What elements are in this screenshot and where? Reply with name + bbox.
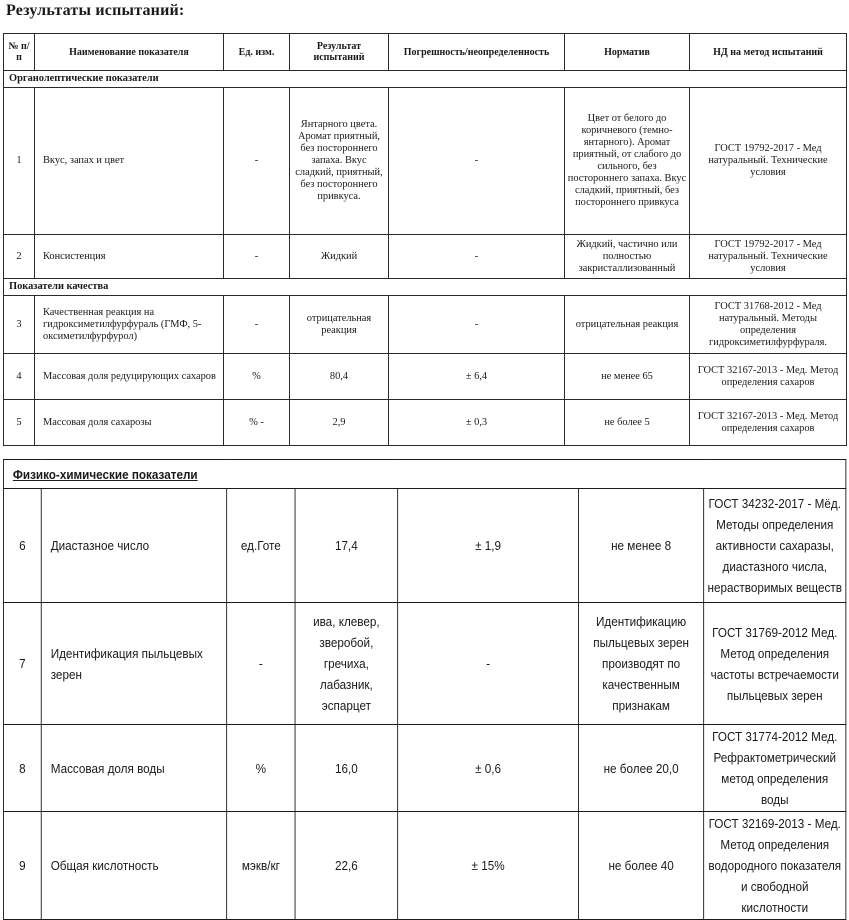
table-row [3, 603, 845, 725]
cell-name: Консистенция [35, 235, 224, 279]
cell-name: Общая кислотность [41, 812, 226, 920]
cell-norm: не более 40 [579, 812, 704, 920]
cell-method: ГОСТ 31769-2012 Мед. Метод определения частоты встречаемости пыльцевых зерен [704, 603, 846, 725]
table-row [4, 88, 847, 235]
section-row [4, 71, 847, 88]
cell-unit: % - [224, 400, 290, 446]
cell-error: ± 15% [398, 812, 579, 920]
cell-name: Массовая доля редуцирующих сахаров [35, 354, 224, 400]
cell-name: Вкус, запах и цвет [35, 88, 224, 235]
cell-name: Массовая доля воды [41, 725, 226, 812]
cell-error: ± 0,3 [389, 400, 565, 446]
cell-name: Массовая доля сахарозы [35, 400, 224, 446]
cell-result: 22,6 [295, 812, 398, 920]
section-organoleptic: Органолептические показатели [4, 71, 847, 88]
cell-num: 5 [4, 400, 35, 446]
cell-result: ива, клевер, зверобой, гречиха, лабазник, эспарцет [295, 603, 398, 725]
table-row [3, 812, 845, 920]
cell-error: - [389, 235, 565, 279]
cell-name: Идентификация пыльцевых зерен [41, 603, 226, 725]
cell-norm: Идентификацию пыльцевых зерен производят по качественным признакам [579, 603, 704, 725]
table-row [4, 296, 847, 354]
cell-method: ГОСТ 32169-2013 - Мед. Метод определения водородного показателя и свободной кислотности [704, 812, 846, 920]
table-row [4, 354, 847, 400]
cell-norm: отрицательная реакция [565, 296, 690, 354]
cell-result: Янтарного цвета. Аромат приятный, без постороннего запаха. Вкус сладкий, приятный, без постороннего привкуса. [290, 88, 389, 235]
section-row [3, 460, 845, 489]
section-physchem: Физико-химические показатели [3, 460, 845, 489]
cell-result: 80,4 [290, 354, 389, 400]
cell-num: 3 [4, 296, 35, 354]
table-row [4, 235, 847, 279]
header-norm: Норматив [565, 34, 690, 71]
cell-result: 2,9 [290, 400, 389, 446]
cell-error: - [389, 296, 565, 354]
cell-norm: не более 20,0 [579, 725, 704, 812]
cell-num: 2 [4, 235, 35, 279]
cell-norm: не менее 65 [565, 354, 690, 400]
cell-unit: - [224, 235, 290, 279]
header-name: Наименование показателя [35, 34, 224, 71]
section-quality: Показатели качества [4, 279, 847, 296]
page-title: Результаты испытаний: [6, 2, 185, 19]
table-row [3, 725, 845, 812]
table-row [4, 400, 847, 446]
cell-name: Диастазное число [41, 489, 226, 603]
table-header-row [4, 34, 847, 71]
cell-method: ГОСТ 19792-2017 - Мед натуральный. Технические условия [690, 235, 847, 279]
results-table-bottom [3, 459, 846, 920]
cell-method: ГОСТ 32167-2013 - Мед. Метод определения сахаров [690, 354, 847, 400]
cell-num: 1 [4, 88, 35, 235]
header-unit: Ед. изм. [224, 34, 290, 71]
cell-unit: - [227, 603, 295, 725]
cell-num: 6 [3, 489, 41, 603]
cell-norm: не менее 8 [579, 489, 704, 603]
cell-error: - [398, 603, 579, 725]
table-row [3, 489, 845, 603]
cell-error: ± 1,9 [398, 489, 579, 603]
cell-error: - [389, 88, 565, 235]
header-result: Результат испытаний [290, 34, 389, 71]
cell-norm: не более 5 [565, 400, 690, 446]
cell-result: 16,0 [295, 725, 398, 812]
cell-num: 9 [3, 812, 41, 920]
cell-unit: % [227, 725, 295, 812]
cell-unit: ед.Готе [227, 489, 295, 603]
header-error: Погрешность/неопределенность [389, 34, 565, 71]
cell-result: 17,4 [295, 489, 398, 603]
cell-norm: Цвет от белого до коричневого (темно-янтарного). Аромат приятный, от слабого до сильного, без постороннего запаха. Вкус сладкий, приятный, без постороннего привкуса [565, 88, 690, 235]
cell-method: ГОСТ 32167-2013 - Мед. Метод определения сахаров [690, 400, 847, 446]
cell-result: Жидкий [290, 235, 389, 279]
cell-unit: % [224, 354, 290, 400]
cell-method: ГОСТ 34232-2017 - Мёд. Методы определения активности сахаразы, диастазного числа, нерастворимых веществ [704, 489, 846, 603]
cell-num: 4 [4, 354, 35, 400]
cell-num: 7 [3, 603, 41, 725]
cell-name: Качественная реакция на гидроксиметилфурфураль (ГМФ, 5-оксиметилфурфурол) [35, 296, 224, 354]
cell-unit: мэкв/кг [227, 812, 295, 920]
header-num: № п/п [4, 34, 35, 71]
cell-result: отрицательная реакция [290, 296, 389, 354]
cell-method: ГОСТ 31768-2012 - Мед натуральный. Методы определения гидроксиметилфурфураля. [690, 296, 847, 354]
cell-method: ГОСТ 19792-2017 - Мед натуральный. Технические условия [690, 88, 847, 235]
cell-unit: - [224, 88, 290, 235]
header-method: НД на метод испытаний [690, 34, 847, 71]
cell-unit: - [224, 296, 290, 354]
section-row [4, 279, 847, 296]
cell-method: ГОСТ 31774-2012 Мед. Рефрактометрический метод определения воды [704, 725, 846, 812]
cell-norm: Жидкий, частично или полностью закристаллизованный [565, 235, 690, 279]
cell-num: 8 [3, 725, 41, 812]
results-table-top [3, 33, 847, 446]
cell-error: ± 6,4 [389, 354, 565, 400]
cell-error: ± 0,6 [398, 725, 579, 812]
